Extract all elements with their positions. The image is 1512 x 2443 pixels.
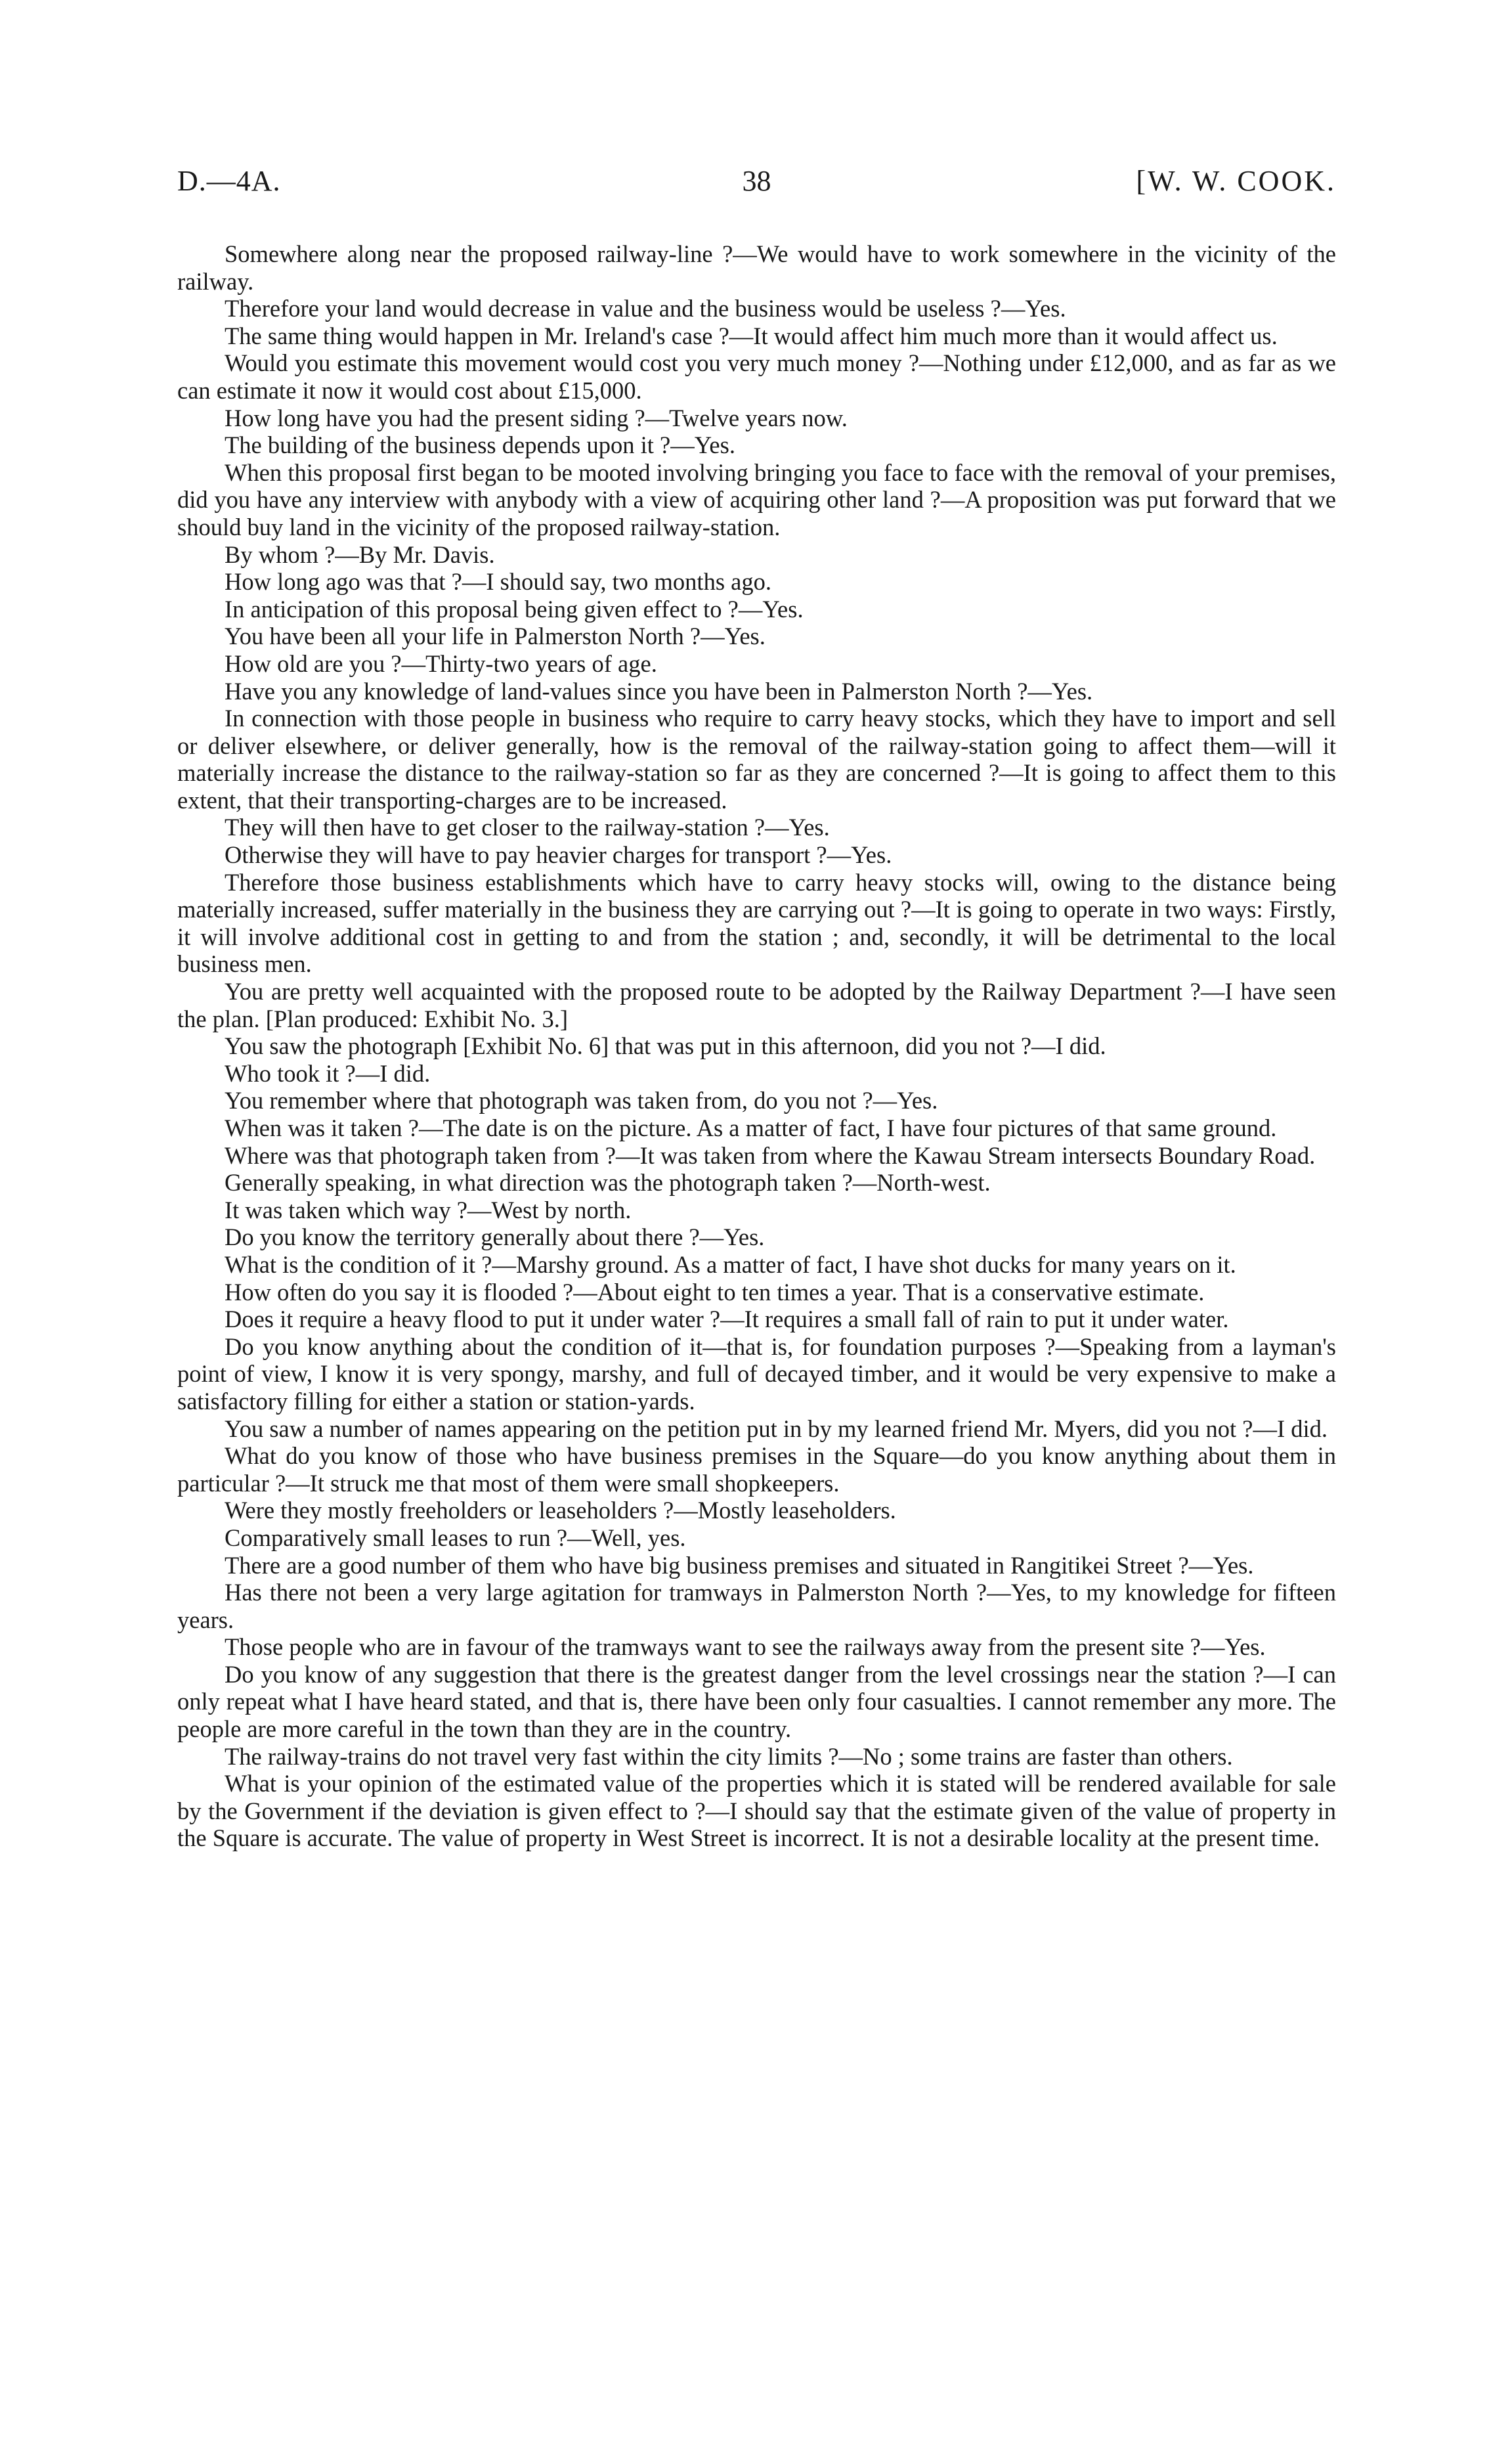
paragraph: There are a good number of them who have big business premises and situated in Rangitikei Street ?—Yes.: [225, 1551, 1254, 1579]
paragraph: What is your opinion of the estimated value of the properties which it is stated will be rendered available for sale by the Government if the deviation is given effect to ?—I should say that the estimate given of the value of property in the Square is accurate. The value of property in West Street is incorrect. It is not a desirable locality at the present time.: [177, 1770, 1336, 1852]
paragraph: Have you any knowledge of land-values since you have been in Palmerston North ?—Yes.: [225, 677, 1093, 705]
paragraph: Therefore your land would decrease in value and the business would be useless ?—Yes.: [225, 295, 1066, 322]
paragraph: How long ago was that ?—I should say, two months ago.: [225, 568, 771, 596]
paragraph: What is the condition of it ?—Marshy ground. As a matter of fact, I have shot ducks for many years on it.: [225, 1250, 1236, 1278]
paragraph: When this proposal first began to be mooted involving bringing you face to face with the removal of your premises, did you have any interview with anybody with a view of acquiring other land ?—A proposition was put forward that we should buy land in the vicinity of the proposed railway-station.: [177, 458, 1336, 540]
witness-name: [W. W. COOK.: [1136, 165, 1336, 197]
paragraph: The railway-trains do not travel very fast within the city limits ?—No ; some trains are faster than others.: [225, 1742, 1233, 1770]
paragraph: The same thing would happen in Mr. Ireland's case ?—It would affect him much more than it would affect us.: [225, 322, 1278, 349]
paragraph: Comparatively small leases to run ?—Well, yes.: [225, 1524, 686, 1551]
paragraph: Where was that photograph taken from ?—It was taken from where the Kawau Stream intersects Boundary Road.: [225, 1141, 1316, 1169]
paragraph: Does it require a heavy flood to put it under water ?—It requires a small fall of rain to put it under water.: [225, 1306, 1229, 1333]
document-page: [177, 164, 1336, 1852]
paragraph: Has there not been a very large agitation for tramways in Palmerston North ?—Yes, to my knowledge for fifteen years.: [177, 1579, 1336, 1633]
paragraph: In connection with those people in business who require to carry heavy stocks, which they have to import and sell or deliver elsewhere, or deliver generally, how is the removal of the railway-station going to affect them—will it materially increase the distance to the railway-station so far as they are concerned ?—It is going to affect them to this extent, that their transporting-charges are to be increased.: [177, 705, 1336, 814]
paragraph: How long have you had the present siding ?—Twelve years now.: [225, 404, 848, 431]
paragraph: Do you know of any suggestion that there is the greatest danger from the level crossings near the station ?—I can only repeat what I have heard stated, and that is, there have been only four casualties. I cannot remember any more. The people are more careful in the town than they are in the country.: [177, 1660, 1336, 1743]
paragraph: They will then have to get closer to the railway-station ?—Yes.: [225, 814, 830, 841]
paragraph: You saw the photograph [Exhibit No. 6] that was put in this afternoon, did you not ?—I did.: [225, 1032, 1106, 1060]
paragraph: How often do you say it is flooded ?—About eight to ten times a year. That is a conservative estimate.: [225, 1278, 1205, 1306]
paragraph: It was taken which way ?—West by north.: [225, 1196, 632, 1223]
paragraph: In anticipation of this proposal being given effect to ?—Yes.: [225, 595, 804, 623]
paragraph: How old are you ?—Thirty-two years of age.: [225, 649, 657, 677]
paragraph: You have been all your life in Palmerston North ?—Yes.: [225, 623, 766, 650]
paragraph: Therefore those business establishments which have to carry heavy stocks will, owing to the distance being materially increased, suffer materially in the business they are carrying out ?—It is going to operate in two ways: Firstly, it will involve additional cost in getting to and from the station ; and, secondly, it will be detrimental to the local business men.: [177, 868, 1336, 978]
paragraph: Those people who are in favour of the tramways want to see the railways away from the present site ?—Yes.: [225, 1633, 1266, 1661]
paragraph: Were they mostly freeholders or leaseholders ?—Mostly leaseholders.: [225, 1497, 896, 1524]
paragraph: Do you know the territory generally about there ?—Yes.: [225, 1223, 765, 1251]
paragraph: Generally speaking, in what direction was the photograph taken ?—North-west.: [225, 1169, 991, 1197]
document-reference: D.—4A.: [177, 165, 281, 197]
paragraph: Otherwise they will have to pay heavier charges for transport ?—Yes.: [225, 841, 892, 869]
paragraph: You remember where that photograph was taken from, do you not ?—Yes.: [225, 1087, 938, 1114]
paragraph: What do you know of those who have business premises in the Square—do you know anything about them in particular ?—It struck me that most of them were small shopkeepers.: [177, 1442, 1336, 1497]
paragraph: The building of the business depends upon it ?—Yes.: [225, 431, 735, 459]
paragraph: Who took it ?—I did.: [225, 1059, 431, 1087]
paragraph: Would you estimate this movement would cost you very much money ?—Nothing under £12,000, and as far as we can estimate it now it would cost about £15,000.: [177, 349, 1336, 404]
page-header: [177, 164, 1336, 210]
page-number: 38: [742, 165, 771, 197]
paragraph: You are pretty well acquainted with the proposed route to be adopted by the Railway Department ?—I have seen the plan. [Plan produced: Exhibit No. 3.]: [177, 978, 1336, 1032]
document-body: [177, 240, 1336, 1852]
paragraph: Do you know anything about the condition of it—that is, for foundation purposes ?—Speaking from a layman's point of view, I know it is very spongy, marshy, and full of decayed timber, and it would be very expensive to make a satisfactory filling for either a station or station-yards.: [177, 1332, 1336, 1415]
paragraph: When was it taken ?—The date is on the picture. As a matter of fact, I have four pictures of that same ground.: [225, 1114, 1277, 1141]
paragraph: You saw a number of names appearing on the petition put in by my learned friend Mr. Myers, did you not ?—I did.: [225, 1415, 1328, 1442]
paragraph: Somewhere along near the proposed railway-line ?—We would have to work somewhere in the vicinity of the railway.: [177, 240, 1336, 295]
paragraph: By whom ?—By Mr. Davis.: [225, 540, 495, 568]
